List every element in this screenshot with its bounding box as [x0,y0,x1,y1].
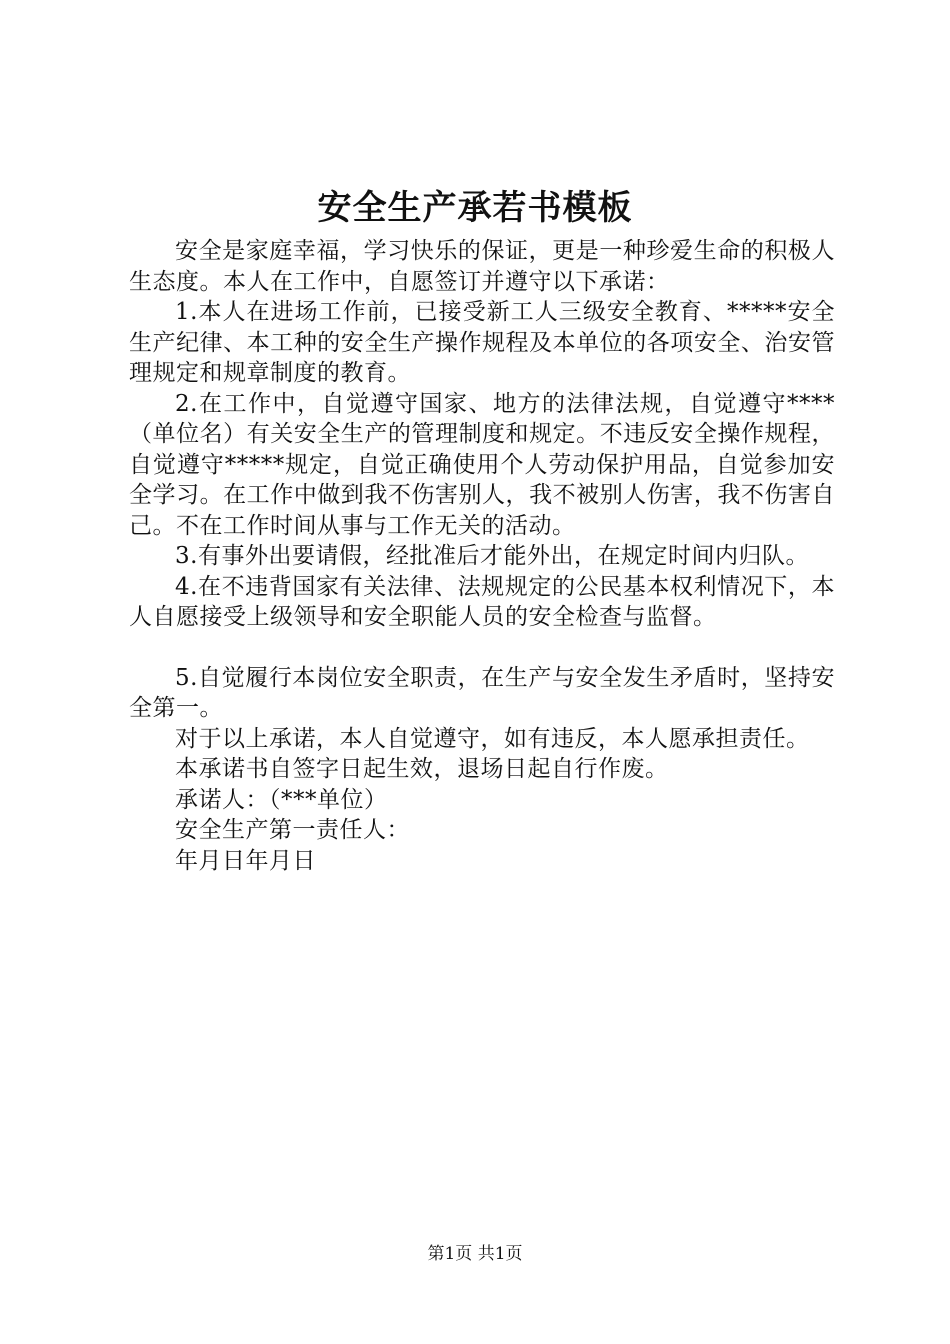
document-body [129,236,835,876]
date-line: 年月日年月日 [175,847,316,874]
page-number-footer: 第1页 共1页 [427,1244,523,1264]
document-title: 安全生产承若书模板 [317,188,633,228]
pledge-item-2: 2.在工作中，自觉遵守国家、地方的法律法规，自觉遵守****（单位名）有关安全生产的管理制度和规定。不违反安全操作规程，自觉遵守*****规定，自觉正确使用个人劳动保护用品，自觉参加安全学习。在工作中做到我不伤害别人，我不被别人伤害，我不伤害自己。不在工作时间从事与工作无关的活动。 [129,390,835,539]
pledge-item-4: 4.在不违背国家有关法律、法规规定的公民基本权利情况下，本人自愿接受上级领导和安全职能人员的安全检查与监督。 [129,573,835,630]
responsible-person-line: 安全生产第一责任人： [175,817,410,843]
validity-paragraph: 本承诺书自签字日起生效，退场日起自行作废。 [175,756,669,782]
intro-paragraph: 安全是家庭幸福，学习快乐的保证，更是一种珍爱生命的积极人生态度。本人在工作中，自愿签订并遵守以下承诺： [129,238,835,295]
pledger-line: 承诺人：（***单位） [175,786,388,813]
pledge-item-5: 5.自觉履行本岗位安全职责，在生产与安全发生矛盾时，坚持安全第一。 [129,664,835,721]
pledge-item-3: 3.有事外出要请假，经批准后才能外出，在规定时间内归队。 [175,543,809,569]
compliance-paragraph: 对于以上承诺，本人自觉遵守，如有违反，本人愿承担责任。 [175,725,810,752]
pledge-item-1: 1.本人在进场工作前，已接受新工人三级安全教育、*****安全生产纪律、本工种的安全生产操作规程及本单位的各项安全、治安管理规定和规章制度的教育。 [129,299,835,386]
